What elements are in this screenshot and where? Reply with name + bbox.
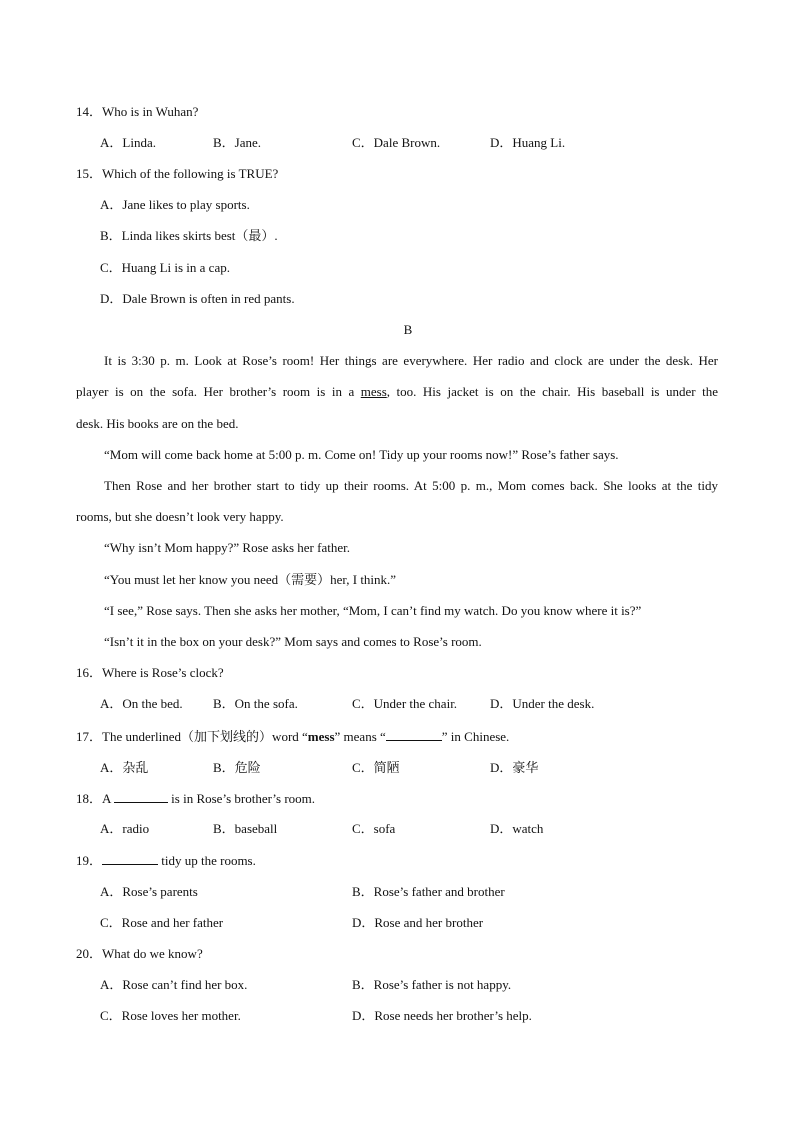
question-16-stem: 16．Where is Rose’s clock? (76, 665, 224, 680)
q17-option-d: D．豪华 (490, 760, 539, 775)
q20-option-a: A．Rose can’t find her box. (100, 977, 248, 992)
q20-option-b: B．Rose’s father is not happy. (352, 977, 512, 992)
q17-option-b: B．危险 (213, 760, 261, 775)
q19-option-c: C．Rose and her father (100, 915, 224, 930)
q15-option-c: C．Huang Li is in a cap. (100, 260, 230, 275)
q14-option-d: D．Huang Li. (490, 135, 566, 150)
q17-option-c: C．简陋 (352, 760, 400, 775)
q15-option-a: A．Jane likes to play sports. (100, 197, 250, 212)
q14-option-a: A．Linda. (100, 135, 156, 150)
q16-option-d: D．Under the desk. (490, 696, 595, 711)
q15-option-b: B．Linda likes skirts best（最）. (100, 228, 278, 243)
q19-option-b: B．Rose’s father and brother (352, 884, 505, 899)
passage-p3-line1: Then Rose and her brother start to tidy up their rooms. At 5:00 p. m., Mom comes back. She looks at the tidy (104, 478, 718, 493)
answer-blank (386, 728, 442, 741)
passage-p4: “Why isn’t Mom happy?” Rose asks her father. (104, 540, 350, 555)
q16-option-b: B．On the sofa. (213, 696, 298, 711)
underlined-word-mess: mess (360, 384, 387, 399)
q15-option-d: D．Dale Brown is often in red pants. (100, 291, 295, 306)
bold-word-mess: mess (307, 729, 335, 744)
question-14-stem: 14．Who is in Wuhan? (76, 104, 199, 119)
q16-option-a: A．On the bed. (100, 696, 183, 711)
passage-p7: “Isn’t it in the box on your desk?” Mom says and comes to Rose’s room. (104, 634, 482, 649)
question-18-stem: 18．A is in Rose’s brother’s room. (76, 791, 316, 806)
q19-option-a: A．Rose’s parents (100, 884, 198, 899)
passage-p6: “I see,” Rose says. Then she asks her mother, “Mom, I can’t find my watch. Do you know where it is?” (104, 603, 642, 618)
section-heading-b: B (403, 322, 413, 337)
q18-option-a: A．radio (100, 821, 150, 836)
q14-option-b: B．Jane. (213, 135, 262, 150)
question-17-stem: 17．The underlined（加下划线的）word “mess” means “ ” in Chinese. (76, 729, 510, 744)
q20-option-d: D．Rose needs her brother’s help. (352, 1008, 532, 1023)
question-15-stem: 15．Which of the following is TRUE? (76, 166, 279, 181)
q16-option-c: C．Under the chair. (352, 696, 458, 711)
q18-option-d: D．watch (490, 821, 544, 836)
question-20-stem: 20．What do we know? (76, 946, 203, 961)
q18-option-b: B．baseball (213, 821, 278, 836)
q17-option-a: A．杂乱 (100, 760, 149, 775)
passage-p1-line2: player is on the sofa. Her brother’s room is in a mess, too. His jacket is on the chair. His baseball is under the (76, 384, 718, 399)
q19-option-d: D．Rose and her brother (352, 915, 484, 930)
q20-option-c: C．Rose loves her mother. (100, 1008, 241, 1023)
answer-blank (114, 790, 168, 803)
q14-option-c: C．Dale Brown. (352, 135, 441, 150)
question-19-stem: 19． tidy up the rooms. (76, 853, 256, 868)
passage-p3-line2: rooms, but she doesn’t look very happy. (76, 509, 284, 524)
passage-p1-line1: It is 3:30 p. m. Look at Rose’s room! Her things are everywhere. Her radio and clock are under the desk. Her (104, 353, 718, 368)
passage-p5: “You must let her know you need（需要）her, I think.” (104, 572, 397, 587)
passage-p2: “Mom will come back home at 5:00 p. m. Come on! Tidy up your rooms now!” Rose’s father says. (104, 447, 619, 462)
passage-p1-line3: desk. His books are on the bed. (76, 416, 239, 431)
answer-blank (102, 852, 158, 865)
q18-option-c: C．sofa (352, 821, 396, 836)
